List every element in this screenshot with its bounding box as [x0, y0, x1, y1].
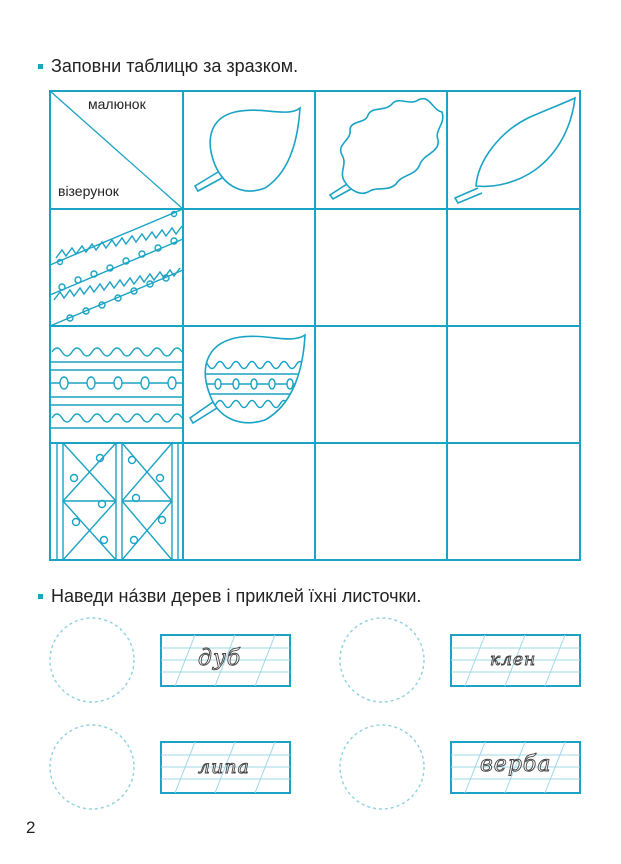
willow-leaf-picture-icon — [455, 98, 575, 203]
zigzag-diagonal-pattern-icon — [50, 209, 183, 326]
page-number: 2 — [26, 818, 36, 837]
sticker-placeholder-circle-3 — [50, 725, 134, 809]
task-trace-names — [38, 586, 421, 607]
tracing-word-verba: верба — [480, 752, 552, 777]
birch-leaf-picture-icon — [195, 108, 300, 191]
tracing-word-lypa: липа — [198, 756, 250, 778]
corner-label-pattern: візерунок — [58, 183, 119, 199]
tracing-word-dub: дуб — [198, 646, 242, 671]
corner-label-picture: малюнок — [88, 96, 146, 112]
triangle-geometric-pattern-icon — [57, 443, 178, 560]
task-trace-names-text: Наведи нáзви дерев і приклей їхні листочки. — [51, 586, 422, 606]
task-fill-table-text: Заповни таблицю за зразком. — [51, 56, 299, 76]
pattern-table — [50, 91, 580, 560]
sticker-placeholder-circle-1 — [50, 618, 134, 702]
tracing-word-klen: клен — [490, 650, 537, 670]
bullet-square-icon — [38, 594, 43, 599]
wave-circle-band-pattern-icon — [50, 348, 183, 428]
oak-leaf-picture-icon — [330, 99, 443, 199]
sticker-placeholder-circle-4 — [340, 725, 424, 809]
sticker-placeholder-circle-2 — [340, 618, 424, 702]
decorated-birch-leaf-example-icon — [190, 335, 305, 423]
